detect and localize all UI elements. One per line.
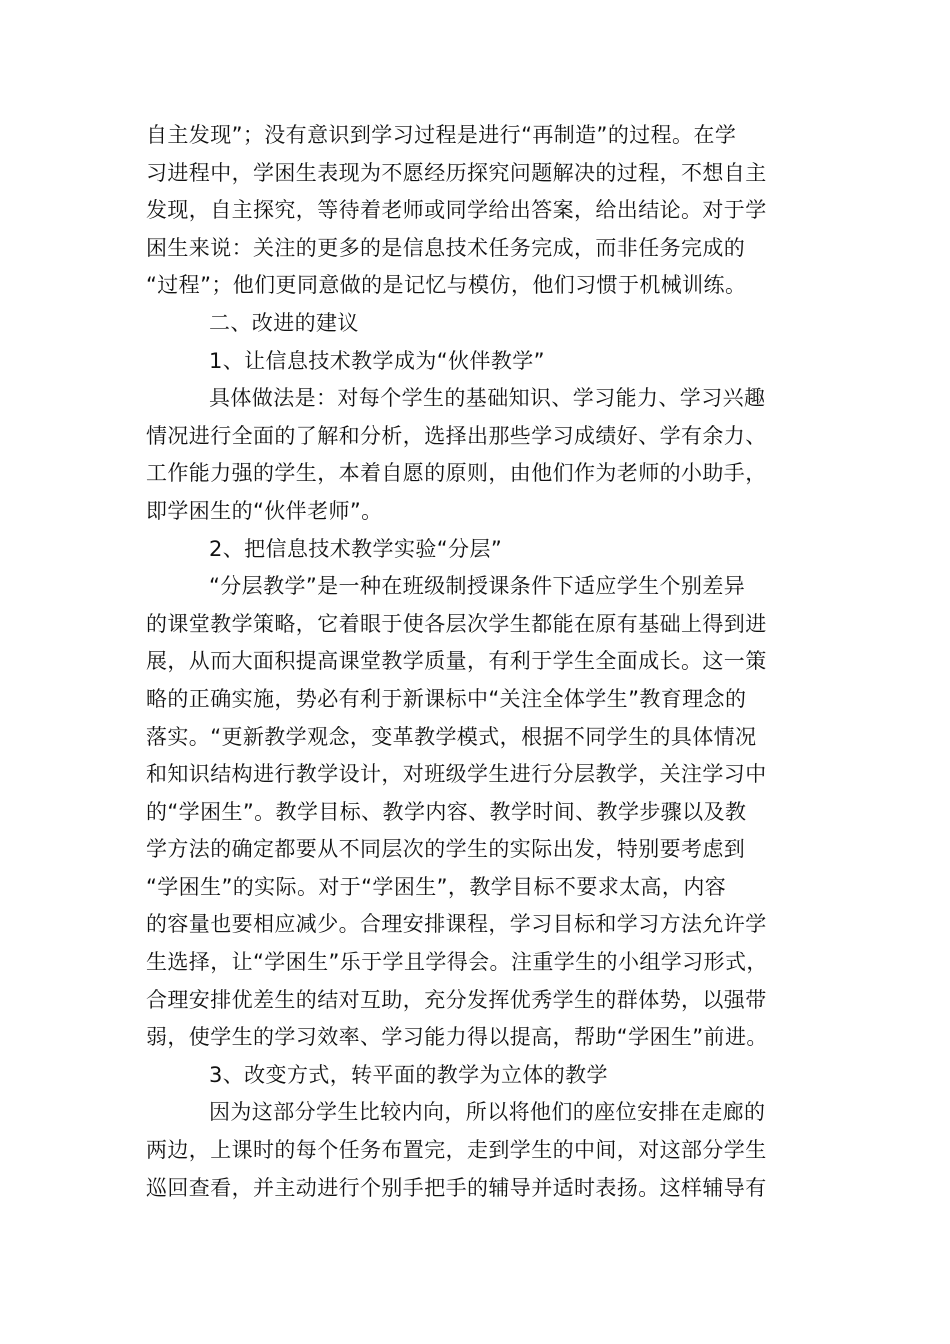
body-text-line: 情况进行全面的了解和分析，选择出那些学习成绩好、学有余力、 <box>146 423 767 448</box>
body-text-line: 略的正确实施，势必有利于新课标中“关注全体学生”教育理念的 <box>146 686 747 711</box>
body-text-line: 困生来说：关注的更多的是信息技术任务完成，而非任务完成的 <box>146 235 746 260</box>
body-text-line: 落实。“更新教学观念，变革教学模式，根据不同学生的具体情况 <box>146 724 757 749</box>
body-text-line: 学方法的确定都要从不同层次的学生的实际出发，特别要考虑到 <box>146 837 746 862</box>
body-text-line: “过程”；他们更同意做的是记忆与模仿，他们习惯于机械训练。 <box>146 273 747 298</box>
body-text-line: 的“学困生”。教学目标、教学内容、教学时间、教学步骤以及教 <box>146 799 747 824</box>
body-text-line: 巡回查看，并主动进行个别手把手的辅导并适时表扬。这样辅导有 <box>146 1175 767 1200</box>
body-text-line: 工作能力强的学生，本着自愿的原则，由他们作为老师的小助手， <box>146 461 767 486</box>
section-heading: 二、改进的建议 <box>209 310 359 335</box>
subsection-heading: 2、把信息技术教学实验“分层” <box>209 536 503 561</box>
body-text-line: 自主发现”；没有意识到学习过程是进行“再制造”的过程。在学 <box>146 123 737 147</box>
body-text-line: 弱，使学生的学习效率、学习能力得以提高，帮助“学困生”前进。 <box>146 1025 768 1050</box>
body-text-line: “学困生”的实际。对于“学困生”，教学目标不要求太高，内容 <box>146 874 727 899</box>
subsection-heading: 1、让信息技术教学成为“伙伴教学” <box>209 348 545 373</box>
body-text-line: 习进程中，学困生表现为不愿经历探究问题解决的过程，不想自主 <box>146 160 767 185</box>
body-text-line: 两边，上课时的每个任务布置完，走到学生的中间，对这部分学生 <box>146 1138 767 1163</box>
body-text-line: 的课堂教学策略，它着眼于使各层次学生都能在原有基础上得到进 <box>146 611 767 636</box>
body-text-line: 因为这部分学生比较内向，所以将他们的座位安排在走廊的 <box>209 1100 766 1125</box>
subsection-heading: 3、改变方式，转平面的教学为立体的教学 <box>209 1062 608 1087</box>
body-text-line: 具体做法是：对每个学生的基础知识、学习能力、学习兴趣 <box>209 386 766 411</box>
body-text-line: 发现，自主探究，等待着老师或同学给出答案，给出结论。对于学 <box>146 198 767 223</box>
body-text-line: 生选择，让“学困生”乐于学且学得会。注重学生的小组学习形式， <box>146 950 768 975</box>
body-text-line: 展，从而大面积提高课堂教学质量，有利于学生全面成长。这一策 <box>146 649 767 674</box>
body-text-line: 即学困生的“伙伴老师”。 <box>146 498 383 523</box>
body-text-line: “分层教学”是一种在班级制授课条件下适应学生个别差异 <box>209 574 746 599</box>
document-page <box>146 117 816 1207</box>
body-text-line: 的容量也要相应减少。合理安排课程，学习目标和学习方法允许学 <box>146 912 767 937</box>
body-text-line: 和知识结构进行教学设计，对班级学生进行分层教学，关注学习中 <box>146 762 767 787</box>
body-text-line: 合理安排优差生的结对互助，充分发挥优秀学生的群体势，以强带 <box>146 987 767 1012</box>
